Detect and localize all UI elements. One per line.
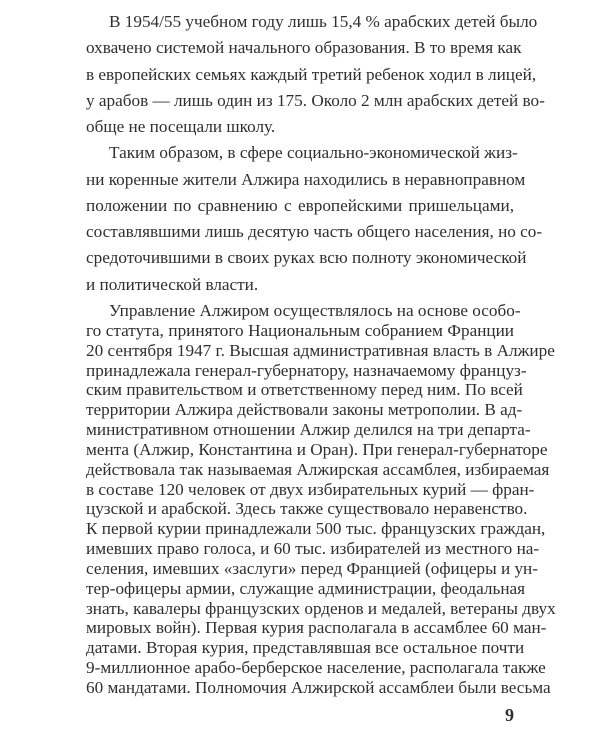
text-line: 20 сентября 1947 г. Высшая административная власть в Алжире [86, 340, 555, 360]
text-line: территории Алжира действовали законы метрополии. В ад- [86, 400, 523, 420]
text-line: го статута, принятого Национальным собранием Франции [86, 320, 514, 340]
text-line: 9-миллионное арабо-берберское население, располагала также [86, 658, 546, 678]
text-line: мента (Алжир, Константина и Оран). При генерал-губернаторе [86, 439, 548, 459]
text-line: средоточившими в своих руках всю полноту экономической [86, 248, 527, 268]
text-line: положении по сравнению с европейскими пришельцами, [86, 195, 514, 215]
text-line: обще не посещали школу. [86, 117, 276, 137]
text-line: у арабов — лишь один из 175. Около 2 млн арабских детей во- [86, 90, 545, 110]
text-line: в европейских семьях каждый третий ребенок ходил в лицей, [86, 64, 537, 84]
text-line: знать, кавалеры французских орденов и медалей, ветераны двух [86, 598, 556, 618]
text-line: цузской и арабской. Здесь также существовало неравенство. [86, 499, 528, 519]
text-line: ни коренные жители Алжира находились в неравноправном [86, 169, 526, 189]
text-line: Таким образом, в сфере социально-экономической жиз- [109, 143, 518, 163]
text-line: охвачено системой начального образования. В то время как [86, 38, 522, 58]
text-line: министративном отношении Алжир делился на три департа- [86, 420, 531, 440]
page-number: 9 [505, 705, 514, 725]
text-line: К первой курии принадлежали 500 тыс. французских граждан, [86, 519, 546, 539]
text-line: составлявшими лишь десятую часть общего населения, но со- [86, 222, 543, 242]
text-line: имевших право голоса, и 60 тыс. избирателей из местного на- [86, 539, 540, 559]
text-line: действовала так называемая Алжирская ассамблея, избираемая [86, 459, 550, 479]
text-line: В 1954/55 учебном году лишь 15,4 % арабских детей было [109, 12, 538, 31]
text-line: Управление Алжиром осуществлялось на основе особо- [109, 301, 521, 320]
text-line: селения, имевших «заслуги» перед Францией (офицеры и ун- [86, 558, 538, 578]
text-line: датами. Вторая курия, представлявшая все остальное почти [86, 638, 525, 658]
text-line: 60 мандатами. Полномочия Алжирской ассамблеи были весьма [86, 678, 551, 697]
text-line: и политической власти. [86, 274, 259, 294]
text-line: мировых войн). Первая курия располагала в ассамблее 60 ман- [86, 618, 547, 638]
text-line: принадлежала генерал-губернатору, назначаемому француз- [86, 360, 527, 380]
text-line: в составе 120 человек от двух избирательных курий — фран- [86, 479, 535, 499]
text-line: тер-офицеры армии, служащие администрации, феодальная [86, 578, 526, 598]
text-line: ским правительством и ответственному перед ним. По всей [86, 380, 523, 400]
